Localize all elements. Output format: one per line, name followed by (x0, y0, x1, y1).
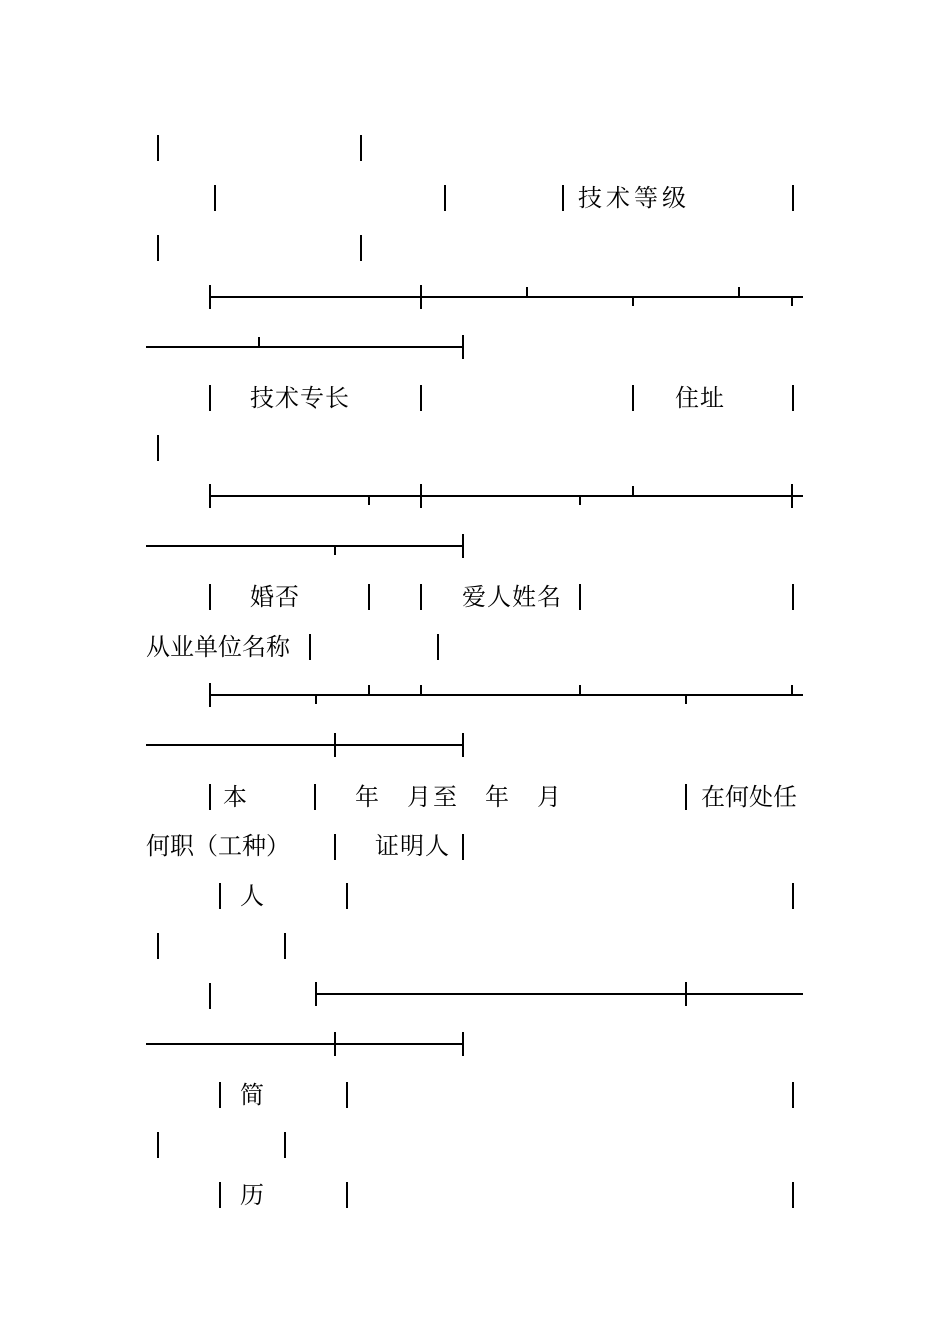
table-border-vertical (219, 1182, 221, 1208)
section-label-ren: 人 (240, 882, 265, 910)
table-border-vertical (157, 135, 159, 161)
table-border-vertical (157, 1132, 159, 1158)
rule-tick (632, 297, 634, 306)
table-rule (146, 545, 464, 547)
table-border-vertical (309, 634, 311, 660)
spouse-employer-label: 从业单位名称 (146, 633, 290, 661)
rule-tick (334, 546, 336, 555)
table-border-vertical (360, 135, 362, 161)
table-border-vertical (346, 1082, 348, 1108)
table-border-vertical (314, 784, 316, 810)
table-border-vertical (209, 285, 211, 309)
rule-tick (685, 695, 687, 704)
tech-specialty-label: 技术专长 (250, 384, 350, 412)
table-border-vertical (334, 733, 336, 757)
position-header-part2: 何职（工种） (146, 832, 290, 860)
table-border-vertical (579, 584, 581, 610)
tech-grade-label: 技术等级 (578, 184, 690, 212)
table-border-vertical (209, 683, 211, 707)
table-border-vertical (209, 385, 211, 411)
table-border-vertical (792, 1082, 794, 1108)
table-border-vertical (219, 1082, 221, 1108)
table-border-vertical (209, 784, 211, 810)
table-border-vertical (791, 484, 793, 508)
rule-tick (315, 695, 317, 704)
table-border-vertical (360, 235, 362, 261)
section-label-li: 历 (240, 1181, 265, 1209)
table-border-vertical (157, 933, 159, 959)
table-border-vertical (462, 335, 464, 359)
rule-tick (368, 685, 370, 695)
rule-tick (738, 287, 740, 297)
table-border-vertical (632, 385, 634, 411)
table-border-vertical (157, 435, 159, 461)
table-border-vertical (420, 584, 422, 610)
rule-tick (791, 685, 793, 695)
table-rule (209, 495, 803, 497)
table-rule (146, 1043, 464, 1045)
table-border-vertical (462, 534, 464, 558)
rule-tick (420, 685, 422, 695)
table-border-vertical (685, 982, 687, 1006)
table-border-vertical (214, 185, 216, 211)
table-border-vertical (315, 982, 317, 1006)
table-border-vertical (334, 834, 336, 860)
table-border-vertical (209, 983, 211, 1009)
table-border-vertical (334, 1032, 336, 1056)
spouse-name-label: 爱人姓名 (462, 583, 562, 611)
table-border-vertical (209, 484, 211, 508)
rule-tick (632, 486, 634, 496)
table-border-vertical (284, 1132, 286, 1158)
married-label: 婚否 (250, 583, 300, 611)
section-label-jian: 简 (240, 1081, 265, 1109)
table-border-vertical (462, 834, 464, 860)
table-border-vertical (437, 634, 439, 660)
section-label-ben: 本 (223, 783, 248, 811)
table-border-vertical (462, 1032, 464, 1056)
rule-tick (526, 287, 528, 297)
table-border-vertical (792, 584, 794, 610)
date-range-header: 年 月至 年 月 (355, 783, 563, 811)
table-border-vertical (284, 933, 286, 959)
table-border-vertical (368, 584, 370, 610)
table-border-vertical (209, 584, 211, 610)
table-border-vertical (157, 235, 159, 261)
table-rule (315, 993, 803, 995)
table-border-vertical (420, 285, 422, 309)
table-border-vertical (462, 733, 464, 757)
table-border-vertical (562, 185, 564, 211)
rule-tick (791, 297, 793, 306)
address-label: 住址 (675, 384, 725, 412)
table-border-vertical (444, 185, 446, 211)
table-border-vertical (792, 385, 794, 411)
table-rule (146, 346, 464, 348)
table-border-vertical (685, 784, 687, 810)
table-rule (209, 694, 803, 696)
table-rule (146, 744, 464, 746)
table-border-vertical (219, 883, 221, 909)
rule-tick (258, 337, 260, 347)
table-border-vertical (792, 185, 794, 211)
rule-tick (368, 496, 370, 505)
table-border-vertical (792, 1182, 794, 1208)
rule-tick (579, 496, 581, 505)
rule-tick (579, 685, 581, 695)
table-rule (209, 296, 803, 298)
table-border-vertical (420, 484, 422, 508)
table-border-vertical (792, 883, 794, 909)
table-border-vertical (346, 883, 348, 909)
table-border-vertical (346, 1182, 348, 1208)
position-header-part1: 在何处任 (701, 783, 797, 811)
table-border-vertical (420, 385, 422, 411)
witness-header: 证明人 (375, 832, 450, 860)
